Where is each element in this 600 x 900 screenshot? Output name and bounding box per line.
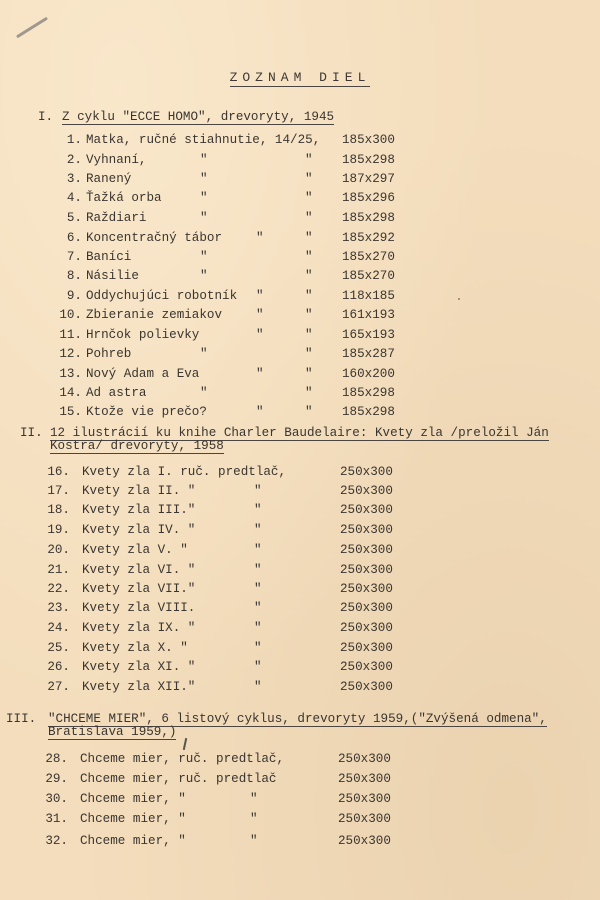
section-heading-line: Kostra/ drevoryty, 1958 bbox=[50, 439, 224, 453]
ditto-mark: " bbox=[305, 269, 313, 283]
section-heading bbox=[62, 110, 334, 125]
ditto-mark: " bbox=[254, 523, 262, 537]
item-number: 29. bbox=[45, 772, 68, 786]
item-number: 15. bbox=[59, 405, 82, 419]
ditto-mark: " bbox=[305, 386, 313, 400]
item-title: Zbieranie zemiakov bbox=[86, 308, 223, 322]
item-dimensions: 185x287 bbox=[342, 347, 395, 361]
item-number: 32. bbox=[45, 834, 68, 848]
item-title: Chceme mier, ruč. predtlač bbox=[80, 772, 277, 786]
ditto-mark: " bbox=[200, 191, 208, 205]
item-number: 5. bbox=[66, 211, 82, 225]
item-dimensions: 250x300 bbox=[340, 680, 393, 694]
item-dimensions: 250x300 bbox=[338, 792, 391, 806]
ditto-mark: " bbox=[250, 792, 258, 806]
ditto-mark: " bbox=[200, 347, 208, 361]
item-number: 17. bbox=[47, 484, 70, 498]
item-number: 28. bbox=[45, 752, 68, 766]
item-number: 13. bbox=[59, 367, 82, 381]
ditto-mark: " bbox=[256, 367, 264, 381]
item-title: Matka, ručné stiahnutie, 14/25, bbox=[86, 133, 321, 147]
item-number: 6. bbox=[66, 231, 82, 245]
section-heading bbox=[48, 725, 176, 740]
ditto-mark: " bbox=[305, 328, 313, 342]
item-dimensions: 250x300 bbox=[340, 543, 393, 557]
item-title: Nový Adam a Eva bbox=[86, 367, 200, 381]
section-heading bbox=[50, 439, 224, 454]
ditto-mark: " bbox=[200, 250, 208, 264]
ditto-mark: " bbox=[305, 172, 313, 186]
item-dimensions: 250x300 bbox=[338, 752, 391, 766]
item-dimensions: 250x300 bbox=[340, 465, 393, 479]
ditto-mark: " bbox=[305, 211, 313, 225]
ditto-mark: " bbox=[254, 641, 262, 655]
item-number: 9. bbox=[66, 289, 82, 303]
item-title: Vyhnaní, bbox=[86, 153, 147, 167]
item-number: 30. bbox=[45, 792, 68, 806]
ditto-mark: " bbox=[254, 484, 262, 498]
item-number: 20. bbox=[47, 543, 70, 557]
item-title: Raždiari bbox=[86, 211, 147, 225]
item-title: Oddychujúci robotník bbox=[86, 289, 238, 303]
item-dimensions: 185x298 bbox=[342, 211, 395, 225]
item-title: Ťažká orba bbox=[86, 191, 162, 205]
item-number: 4. bbox=[66, 191, 82, 205]
item-number: 3. bbox=[66, 172, 82, 186]
ditto-mark: " bbox=[305, 231, 313, 245]
item-dimensions: 250x300 bbox=[340, 582, 393, 596]
item-title: Chceme mier, ruč. predtlač, bbox=[80, 752, 285, 766]
item-dimensions: 161x193 bbox=[342, 308, 395, 322]
item-dimensions: 165x193 bbox=[342, 328, 395, 342]
section-heading-line: 12 ilustrácií ku knihe Charler Baudelaire: Kvety zla /preložil Ján bbox=[50, 426, 549, 440]
item-title: Ranený bbox=[86, 172, 132, 186]
ditto-mark: " bbox=[200, 172, 208, 186]
item-title: Násilie bbox=[86, 269, 139, 283]
item-dimensions: 185x296 bbox=[342, 191, 395, 205]
item-dimensions: 185x300 bbox=[342, 133, 395, 147]
item-dimensions: 250x300 bbox=[340, 563, 393, 577]
ditto-mark: " bbox=[305, 153, 313, 167]
item-number: 12. bbox=[59, 347, 82, 361]
item-number: 7. bbox=[66, 250, 82, 264]
ditto-mark: " bbox=[200, 211, 208, 225]
item-title: Kvety zla I. ruč. predtlač, bbox=[82, 465, 287, 479]
ditto-mark: " bbox=[254, 582, 262, 596]
item-number: 25. bbox=[47, 641, 70, 655]
item-dimensions: 250x300 bbox=[338, 772, 391, 786]
ditto-mark: " bbox=[200, 269, 208, 283]
item-dimensions: 250x300 bbox=[340, 601, 393, 615]
item-number: 21. bbox=[47, 563, 70, 577]
item-title: Kvety zla VIII. bbox=[82, 601, 196, 615]
item-dimensions: 250x300 bbox=[340, 641, 393, 655]
paper-speck bbox=[458, 298, 460, 300]
item-number: 27. bbox=[47, 680, 70, 694]
section-heading-line: Z cyklu "ECCE HOMO", drevoryty, 1945 bbox=[62, 110, 335, 124]
ditto-mark: " bbox=[256, 231, 264, 245]
item-title: Koncentračný tábor bbox=[86, 231, 223, 245]
ditto-mark: " bbox=[305, 191, 313, 205]
item-number: 24. bbox=[47, 621, 70, 635]
item-title: Baníci bbox=[86, 250, 132, 264]
item-dimensions: 160x200 bbox=[342, 367, 395, 381]
item-number: 16. bbox=[47, 465, 70, 479]
ditto-mark: " bbox=[254, 601, 262, 615]
item-title: Kvety zla II. " bbox=[82, 484, 196, 498]
item-title: Kvety zla XII." bbox=[82, 680, 196, 694]
item-number: 14. bbox=[59, 386, 82, 400]
pen-mark bbox=[16, 17, 48, 39]
item-number: 31. bbox=[45, 812, 68, 826]
document-title bbox=[0, 70, 600, 85]
item-title: Chceme mier, " bbox=[80, 812, 186, 826]
item-title: Kvety zla III." bbox=[82, 503, 196, 517]
item-number: 10. bbox=[59, 308, 82, 322]
item-dimensions: 185x298 bbox=[342, 386, 395, 400]
section-heading-line: "CHCEME MIER", 6 listový cyklus, drevoryty 1959,("Zvýšená odmena", bbox=[48, 712, 547, 726]
item-dimensions: 185x298 bbox=[342, 405, 395, 419]
item-number: 22. bbox=[47, 582, 70, 596]
ditto-mark: " bbox=[250, 834, 258, 848]
ditto-mark: " bbox=[305, 250, 313, 264]
ditto-mark: " bbox=[254, 680, 262, 694]
item-title: Kvety zla VI. " bbox=[82, 563, 196, 577]
ditto-mark: " bbox=[305, 289, 313, 303]
ditto-mark: " bbox=[254, 503, 262, 517]
item-title: Kvety zla X. " bbox=[82, 641, 188, 655]
ditto-mark: " bbox=[200, 386, 208, 400]
item-dimensions: 250x300 bbox=[340, 660, 393, 674]
ditto-mark: " bbox=[305, 367, 313, 381]
item-title: Kvety zla VII." bbox=[82, 582, 196, 596]
item-number: 19. bbox=[47, 523, 70, 537]
item-dimensions: 250x300 bbox=[338, 834, 391, 848]
item-dimensions: 250x300 bbox=[338, 812, 391, 826]
pen-stroke bbox=[183, 738, 187, 750]
section-numeral: III. bbox=[6, 712, 37, 726]
section-numeral: I. bbox=[38, 110, 54, 124]
ditto-mark: " bbox=[200, 153, 208, 167]
item-title: Chceme mier, " bbox=[80, 792, 186, 806]
item-title: Ad astra bbox=[86, 386, 147, 400]
ditto-mark: " bbox=[305, 347, 313, 361]
item-title: Hrnčok polievky bbox=[86, 328, 200, 342]
item-title: Pohreb bbox=[86, 347, 132, 361]
section-heading-line: Bratislava 1959,) bbox=[48, 725, 177, 739]
document-title-text: ZOZNAM DIEL bbox=[229, 70, 371, 85]
ditto-mark: " bbox=[254, 563, 262, 577]
item-dimensions: 185x292 bbox=[342, 231, 395, 245]
item-dimensions: 250x300 bbox=[340, 523, 393, 537]
item-number: 1. bbox=[66, 133, 82, 147]
item-dimensions: 250x300 bbox=[340, 621, 393, 635]
item-title: Kvety zla V. " bbox=[82, 543, 188, 557]
item-title: Kvety zla IX. " bbox=[82, 621, 196, 635]
item-dimensions: 118x185 bbox=[342, 289, 395, 303]
ditto-mark: " bbox=[256, 328, 264, 342]
ditto-mark: " bbox=[250, 812, 258, 826]
item-title: Kvety zla XI. " bbox=[82, 660, 196, 674]
ditto-mark: " bbox=[256, 405, 264, 419]
item-dimensions: 185x270 bbox=[342, 250, 395, 264]
ditto-mark: " bbox=[256, 308, 264, 322]
ditto-mark: " bbox=[254, 660, 262, 674]
item-dimensions: 187x297 bbox=[342, 172, 395, 186]
ditto-mark: " bbox=[254, 621, 262, 635]
item-number: 26. bbox=[47, 660, 70, 674]
ditto-mark: " bbox=[254, 543, 262, 557]
item-dimensions: 185x270 bbox=[342, 269, 395, 283]
ditto-mark: " bbox=[305, 308, 313, 322]
item-dimensions: 185x298 bbox=[342, 153, 395, 167]
item-dimensions: 250x300 bbox=[340, 484, 393, 498]
item-number: 18. bbox=[47, 503, 70, 517]
item-dimensions: 250x300 bbox=[340, 503, 393, 517]
section-numeral: II. bbox=[20, 426, 43, 440]
item-title: Chceme mier, " bbox=[80, 834, 186, 848]
item-number: 23. bbox=[47, 601, 70, 615]
ditto-mark: " bbox=[256, 289, 264, 303]
item-number: 8. bbox=[66, 269, 82, 283]
item-number: 2. bbox=[66, 153, 82, 167]
item-title: Ktože vie prečo? bbox=[86, 405, 207, 419]
item-title: Kvety zla IV. " bbox=[82, 523, 196, 537]
item-number: 11. bbox=[59, 328, 82, 342]
ditto-mark: " bbox=[305, 405, 313, 419]
